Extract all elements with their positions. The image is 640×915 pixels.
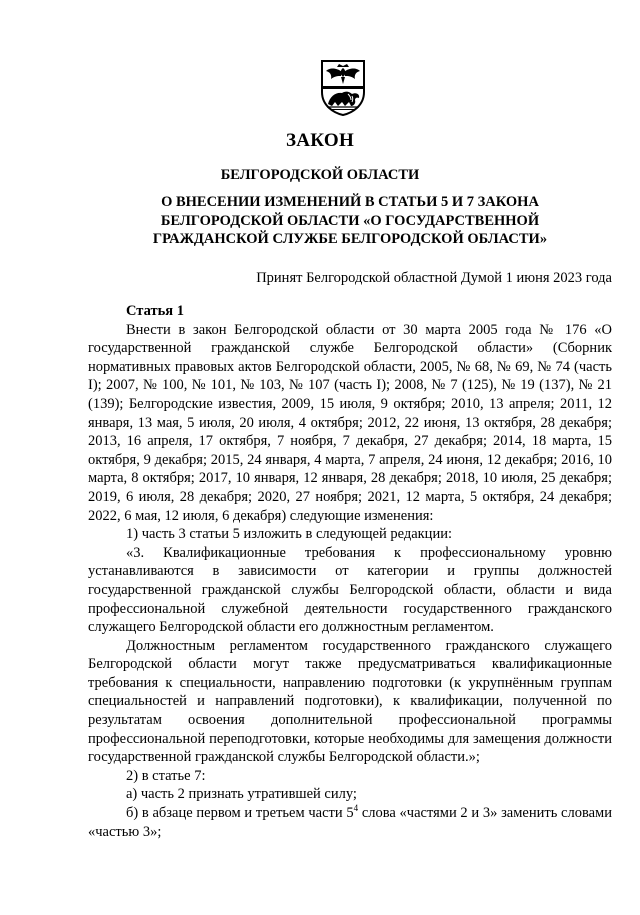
article-paragraph: «3. Квалификационные требования к профессиональному уровню устанавливаются в зависимости от категории и группы должностей государственной гражданской службы Белгородской области, области и вида профессиональной служебной деятельности государственного гражданского служащего Белгородской области его должностным регламентом.: [88, 544, 612, 636]
article-paragraph-last: [88, 804, 612, 841]
subject-line-3: ГРАЖДАНСКОЙ СЛУЖБЕ БЕЛГОРОДСКОЙ ОБЛАСТИ»: [152, 231, 548, 247]
adoption-note: Принят Белгородской областной Думой 1 июня 2023 года: [256, 270, 612, 286]
article-body: [88, 302, 612, 841]
article-heading: Статья 1: [126, 303, 184, 319]
belgorod-coat-of-arms-icon: [318, 58, 368, 116]
subject-line-2: БЕЛГОРОДСКОЙ ОБЛАСТИ «О ГОСУДАРСТВЕННОЙ: [160, 212, 540, 229]
last-paragraph-end: слова «частями 2 и 3» заменить словами «частью 3»;: [88, 805, 612, 840]
part-superscript: 4: [353, 803, 359, 814]
article-paragraph: Внести в закон Белгородской области от 30 марта 2005 года № 176 «О государственной гражданской службе Белгородской области» (Сборник нормативных правовых актов Белгородской области, 2005, № 68, № 69, № 74 (часть I); 2007, № 100, № 101, № 103, № 107 (часть I); 2008, № 7 (125), № 19 (137), № 21 (139); Белгородские известия, 2009, 15 июля, 9 октября; 2010, 13 апреля; 2011, 12 января, 13 мая, 5 июля, 20 июля, 4 октября; 2012, 22 июня, 13 октября, 28 декабря; 2013, 16 апреля, 17 октября, 7 ноября, 7 декабря, 27 декабря; 2014, 18 марта, 15 октября, 9 декабря; 2015, 24 января, 4 марта, 7 апреля, 24 июня, 12 декабря; 2016, 10 марта, 8 октября; 2017, 10 января, 12 января, 28 декабря; 2018, 10 июля, 25 декабря; 2019, 6 июля, 28 декабря; 2020, 27 ноября; 2021, 12 марта, 5 октября, 24 декабря; 2022, 6 мая, 12 июля, 6 декабря) следующие изменения:: [88, 321, 612, 524]
article-paragraph: 2) в статье 7:: [126, 767, 206, 784]
document-subject: [100, 193, 600, 249]
article-paragraph: 1) часть 3 статьи 5 изложить в следующей редакции:: [126, 526, 452, 543]
document-region: БЕЛГОРОДСКОЙ ОБЛАСТИ: [220, 167, 420, 183]
article-paragraph: Должностным регламентом государственного гражданского служащего Белгородской области могут также предусматриваться квалификационные требования к специальности, направлению подготовки (к укрупнённым группам специальностей и направлений подготовки), к квалификации, полученной по результатам освоения дополнительной профессиональной программы профессиональной переподготовки, которые необходимы для замещения должности государственной гражданской службы Белгородской области.»;: [88, 637, 612, 766]
document-title: ЗАКОН: [285, 130, 355, 151]
subject-line-1: О ВНЕСЕНИИ ИЗМЕНЕНИЙ В СТАТЬИ 5 И 7 ЗАКОНА: [161, 194, 539, 210]
article-paragraph: а) часть 2 признать утратившей силу;: [126, 786, 357, 803]
last-paragraph-start: б) в абзаце первом и третьем части 5: [126, 805, 354, 822]
